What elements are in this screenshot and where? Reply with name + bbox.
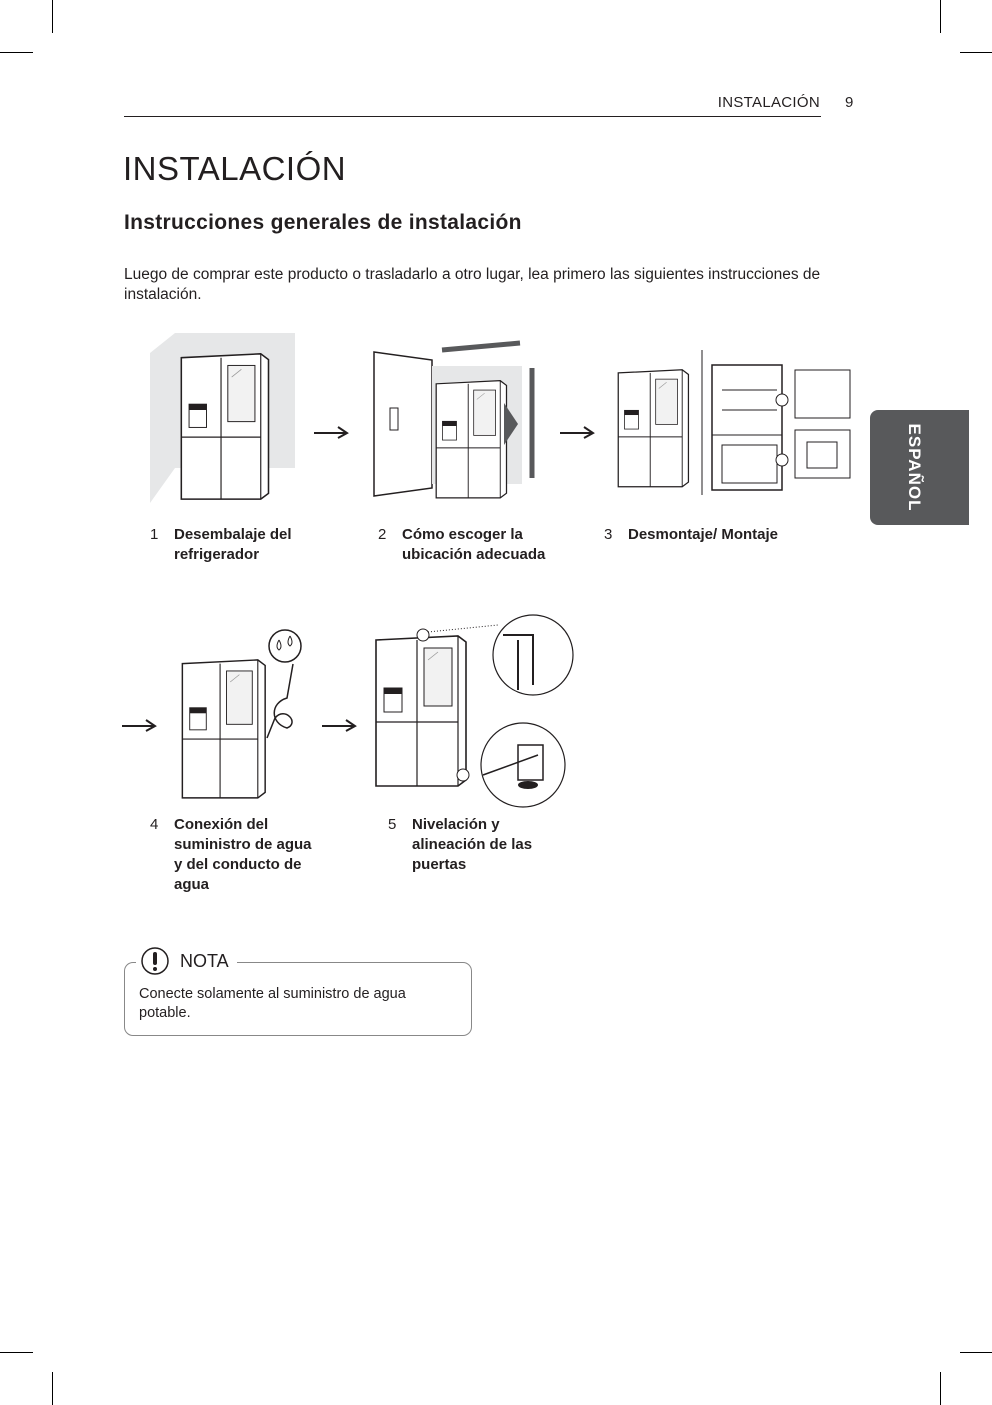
page-title: INSTALACIÓN	[123, 150, 347, 187]
arrow-icon	[560, 425, 596, 439]
step-label: Conexión del suministro de agua y del conducto de agua	[174, 816, 312, 893]
crop-mark	[940, 0, 941, 33]
water-connection-illustration	[175, 628, 305, 803]
step-number: 1	[150, 526, 159, 543]
page-number: 9	[845, 94, 854, 111]
step-5-caption	[388, 815, 552, 875]
crop-mark	[960, 1352, 992, 1353]
note-text: Conecte solamente al suministro de agua potable.	[139, 986, 406, 1021]
header-rule	[124, 116, 821, 117]
crop-mark	[0, 52, 33, 53]
step-number: 3	[604, 526, 613, 543]
section-subtitle: Instrucciones generales de instalación	[124, 211, 522, 234]
crop-mark	[940, 1372, 941, 1405]
step-2-caption	[378, 525, 562, 565]
step-4-caption	[150, 815, 319, 895]
arrow-icon	[314, 425, 350, 439]
step-label: Desmontaje/ Montaje	[628, 526, 779, 543]
step-number: 4	[150, 816, 159, 833]
language-tab	[870, 410, 969, 525]
step-3-caption	[604, 525, 828, 545]
note-label: NOTA	[180, 950, 229, 971]
note-header	[136, 946, 237, 976]
language-tab-label: ESPAÑOL	[905, 423, 924, 512]
exclamation-icon	[140, 946, 170, 976]
step-label: Cómo escoger la ubicación adecuada	[402, 526, 546, 563]
location-illustration	[372, 338, 552, 498]
arrow-icon	[322, 718, 358, 732]
crop-mark	[0, 1352, 33, 1353]
intro-paragraph: Luego de comprar este producto o trasladarlo a otro lugar, lea primero las siguientes instrucciones de instalación.	[124, 266, 821, 303]
step-label: Nivelación y alineación de las puertas	[412, 816, 533, 873]
crop-mark	[52, 1372, 53, 1405]
running-header-section: INSTALACIÓN	[717, 94, 820, 111]
leveling-illustration	[368, 615, 568, 805]
step-label: Desembalaje del refrigerador	[174, 526, 292, 563]
step-number: 5	[388, 816, 397, 833]
arrow-icon	[122, 718, 158, 732]
unpacking-illustration	[150, 333, 295, 503]
step-1-caption	[150, 525, 324, 565]
crop-mark	[960, 52, 992, 53]
crop-mark	[52, 0, 53, 33]
step-number: 2	[378, 526, 387, 543]
disassembly-illustration	[612, 350, 857, 495]
